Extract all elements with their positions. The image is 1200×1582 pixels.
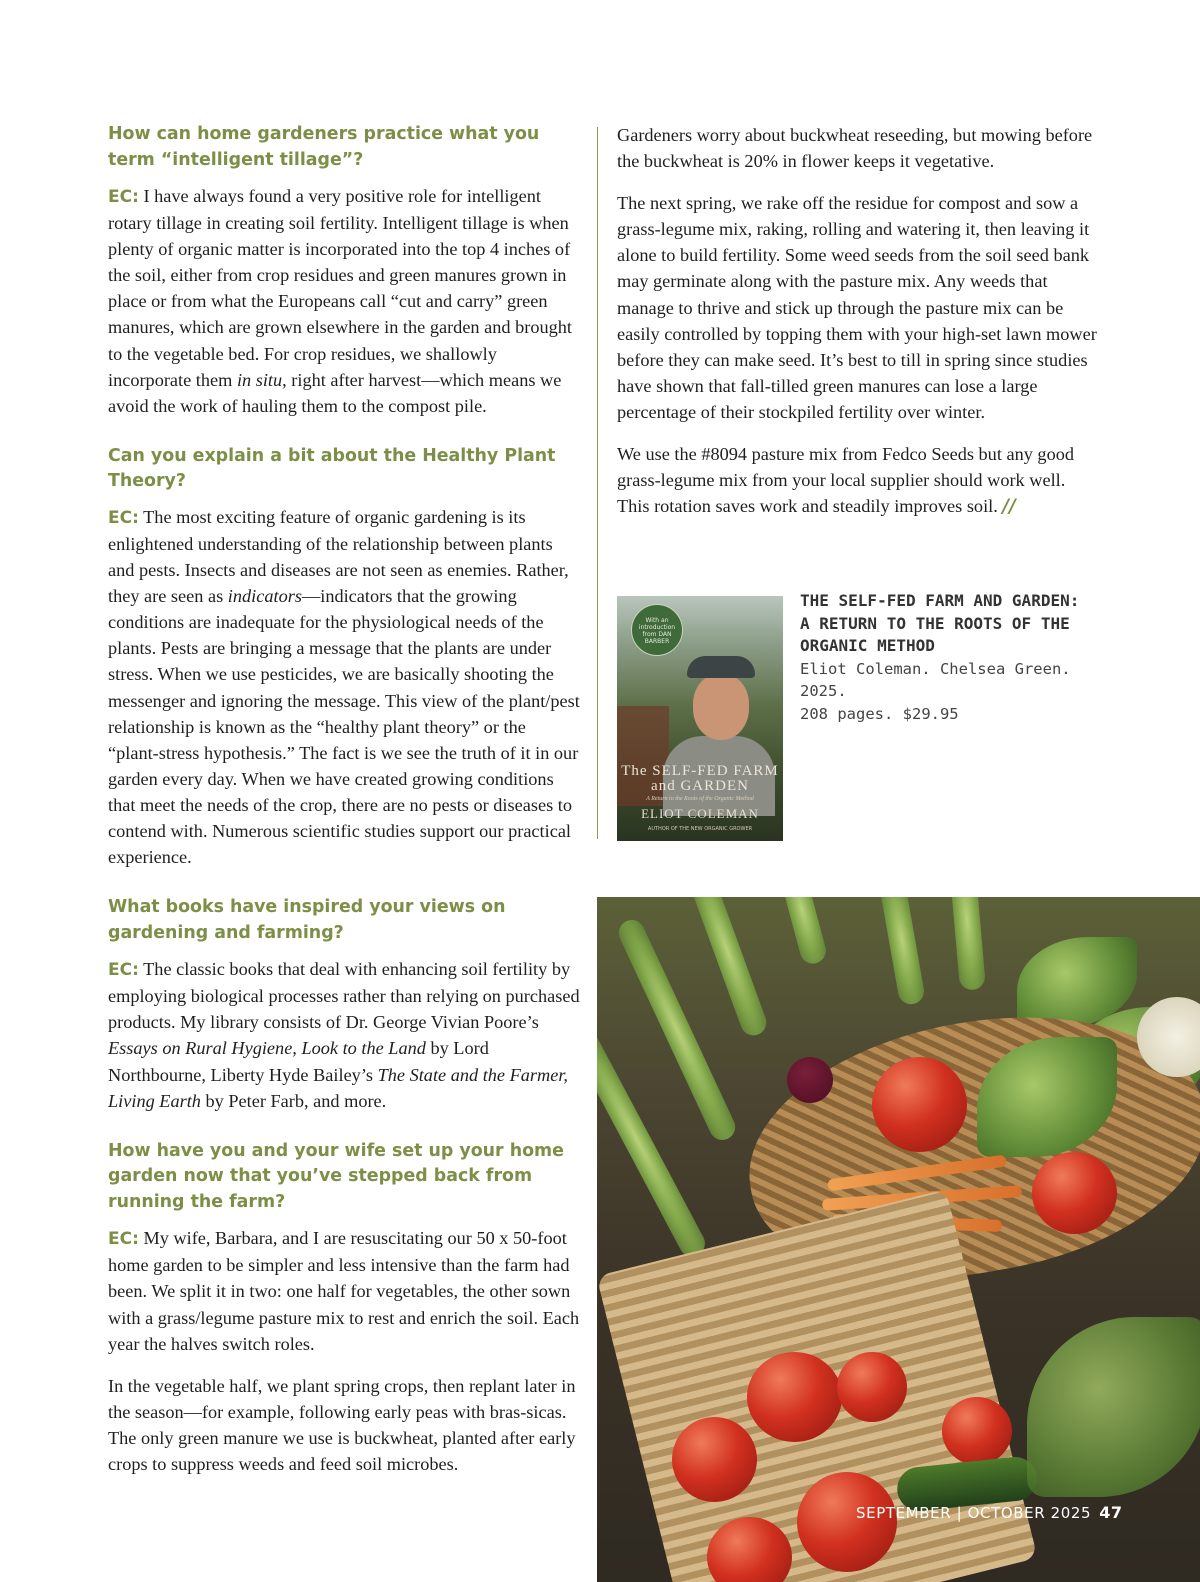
speaker-label: EC: [108, 187, 139, 207]
answer-text: by Peter Farb, and more. [200, 1090, 387, 1111]
right-column [617, 122, 1097, 520]
paragraph-buckwheat: Gardeners worry about buckwheat reseeding, but mowing before the buckwheat is 20% in flower keeps it vegetative. [617, 125, 1093, 172]
cover-footer: AUTHOR OF THE NEW ORGANIC GROWER [647, 826, 753, 832]
answer-text: —indicators that the growing conditions are inadequate for the physiological needs of the plants. Pests are bringing a message that the plants are under stress. When we use pesticides, we are basically shooting the messenger and ignoring the message. This view of the plant/pest relationship is known as the “healthy plant theory” or the “plant-stress hypothesis.” The fact is we see the truth of it in our garden every day. When we have created growing conditions that meet the needs of the crop, there are no pests or diseases to contend with. Numerous scientific studies support our practical experience. [108, 586, 580, 868]
cover-subtitle: A Return to the Roots of the Organic Method [646, 796, 754, 802]
answer-intelligent-tillage [108, 183, 580, 419]
book-title-line-1: THE SELF-FED FARM AND GARDEN: [800, 591, 1080, 610]
answer-inspiring-books [108, 956, 580, 1114]
tomato [672, 1417, 757, 1502]
answer-text: My wife, Barbara, and I are resuscitating our 50 x 50-foot home garden to be simpler and less intensive than the farm had been. We split it in two: one half for vegetables, the other sown with a grass/legume pasture mix to rest and enrich the soil. Each year the halves switch roles. [108, 1228, 580, 1354]
end-mark: // [1002, 496, 1016, 518]
question-home-garden: How have you and your wife set up your home garden now that you’ve stepped back from running the farm? [108, 1140, 564, 1212]
cover-person-hat [687, 656, 755, 678]
question-inspiring-books: What books have inspired your views on gardening and farming? [108, 897, 506, 943]
paragraph-next-spring: The next spring, we rake off the residue for compost and sow a grass-legume mix, raking, rolling and watering it, then leaving it alone to build fertility. Some weed seeds from the soil seed bank may germinate along with the pasture mix. Any weeds that manage to thrive and stick up through the pasture mix can be easily controlled by topping them with your high-set lawn mower before they can make seed. It’s best to till in spring since studies have shown that fall-tilled green manures can lose a large percentage of their stockpiled fertility over winter. [617, 193, 1097, 422]
lettuce-row [878, 897, 926, 1006]
book-titles: Essays on Rural Hygiene, Look to the Land [108, 1038, 426, 1059]
beet [787, 1057, 833, 1103]
cover-author: ELIOT COLEMAN [641, 806, 759, 821]
tomato [747, 1352, 842, 1442]
answer-healthy-plant-theory [108, 504, 580, 870]
answer-home-garden [108, 1225, 580, 1356]
tomato [1032, 1152, 1117, 1234]
left-column [108, 122, 580, 1477]
book-title-line-2: A RETURN TO THE ROOTS OF THE [800, 613, 1070, 633]
tomato [837, 1352, 907, 1422]
lettuce-row [948, 897, 986, 991]
answer-text: by Lord Northbourne, Liberty Hyde Bailey’s [108, 1038, 489, 1085]
speaker-label: EC: [108, 507, 139, 528]
book-info [800, 590, 1110, 725]
tomato [797, 1472, 897, 1572]
book-publication-info: Eliot Coleman. Chelsea Green. 2025. [800, 659, 1071, 700]
answer-text: The most exciting feature of organic gardening is its enlightened understanding of the relationship between plants and pests. Insects and diseases are not seen as enemies. Rather, they are seen as [108, 506, 569, 607]
answer-text: , right after harvest—which means we avoid the work of hauling them to the compost pile. [108, 369, 562, 416]
cover-badge-text: With an introduction from DAN BARBER [638, 617, 676, 645]
question-intelligent-tillage: How can home gardeners practice what you term “intelligent tillage”? [108, 124, 540, 170]
lettuce-row [684, 897, 770, 1039]
tomato [872, 1057, 967, 1152]
book-cover-image [617, 596, 783, 841]
answer-emphasis: in situ [236, 369, 283, 390]
paragraph-text: We use the #8094 pasture mix from Fedco Seeds but any good grass-legume mix from your local supplier should work well. This rotation saves work and steadily improves soil. [617, 444, 1074, 517]
paragraph-pasture-mix [617, 441, 1097, 520]
book-pages-price: 208 pages. $29.95 [800, 704, 959, 723]
answer-text: I have always found a very positive role for intelligent rotary tillage in creating soil fertility. Intelligent tillage is when plenty of organic matter is incorporated into the top 4 inches of the soil, either from crop residues and green manures grown in place or from what the Europeans call “cut and carry” green manures, which are grown elsewhere in the garden and brought to the vegetable bed. For crop residues, we shallowly incorporate them [108, 186, 572, 390]
page-number: 47 [1099, 1503, 1123, 1522]
answer-emphasis: indicators [227, 586, 302, 607]
greens [1027, 1317, 1200, 1497]
answer-text: The classic books that deal with enhancing soil fertility by employing biological processes rather than relying on purchased products. My library consists of Dr. George Vivian Poore’s [108, 959, 580, 1033]
column-divider [597, 127, 598, 839]
cover-person-face [693, 674, 749, 740]
issue-date: SEPTEMBER | OCTOBER 2025 [856, 1504, 1092, 1522]
cover-title: The SELF-FED FARM and GARDEN [621, 763, 779, 794]
tomato [942, 1397, 1012, 1465]
cover-badge [631, 604, 683, 656]
book-title-line-3: ORGANIC METHOD [800, 636, 935, 655]
speaker-label: EC: [108, 1229, 139, 1250]
lettuce-row [775, 897, 829, 966]
book-titles: The State and the Farmer, Living Earth [108, 1064, 569, 1111]
page-footer [856, 1503, 1126, 1522]
paragraph-vegetable-half: In the vegetable half, we plant spring crops, then replant later in the season—for example, following early peas with bras-sicas. The only green manure we use is buckwheat, planted after early crops to suppress weeds and feed soil microbes. [108, 1375, 576, 1474]
speaker-label: EC: [108, 960, 139, 981]
vegetable-basket-photo [597, 897, 1200, 1582]
question-healthy-plant-theory: Can you explain a bit about the Healthy Plant Theory? [108, 445, 556, 492]
